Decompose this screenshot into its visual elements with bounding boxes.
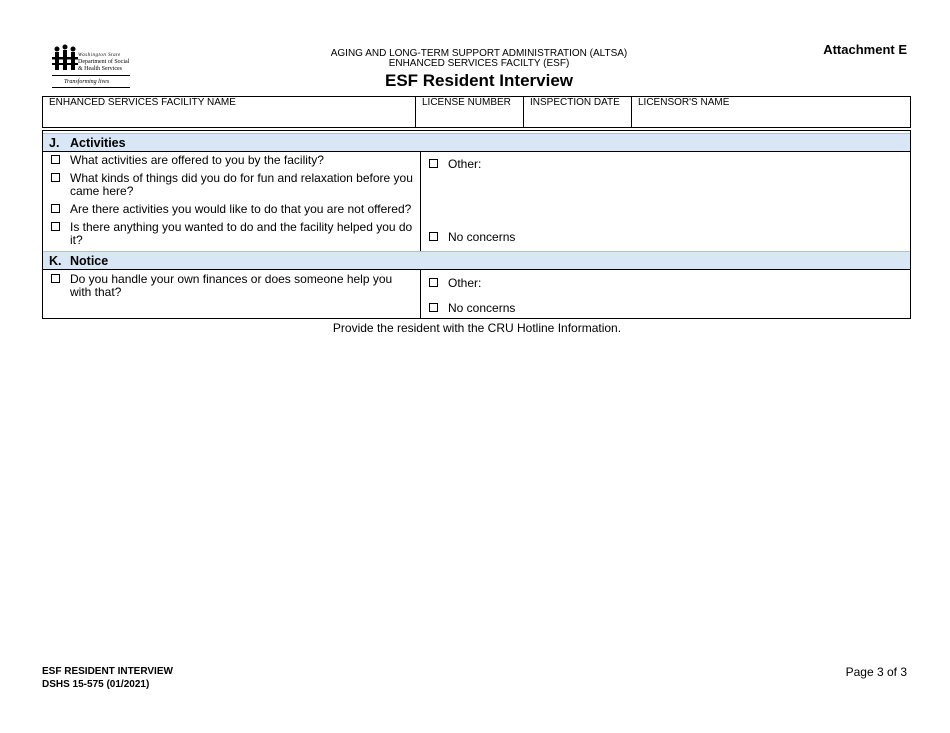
question-text: Do you handle your own finances or does someone help you with that? [70,272,393,299]
logo-department: Department of Social [78,59,130,65]
option-label: Other: [448,157,482,171]
facility-name-field[interactable] [43,97,415,127]
question-checkbox[interactable] [51,222,60,231]
option-label: Other: [448,276,482,290]
question-text: Is there anything you wanted to do and the facility helped you do it? [70,220,413,247]
section-title: Notice [70,254,109,268]
option-label: No concerns [448,301,516,315]
question-checkbox[interactable] [51,155,60,164]
inspection-date-field[interactable] [524,97,631,127]
footer-form-number: DSHS 15-575 (01/2021) [42,679,150,690]
interview-form [42,130,911,319]
facility-type: ENHANCED SERVICES FACILTY (ESF) [388,58,570,69]
attachment-label: Attachment E [823,42,907,57]
no-concerns-checkbox[interactable] [429,303,438,312]
agency-name: AGING AND LONG-TERM SUPPORT ADMINISTRATION (ALTSA) [330,48,628,59]
question-text: What kinds of things did you do for fun and relaxation before you came here? [70,171,413,198]
page-title: ESF Resident Interview [385,71,573,90]
column-divider [420,152,421,251]
facility-name-label: ENHANCED SERVICES FACILITY NAME [49,97,236,108]
logo-department-2: & Health Services [78,66,122,72]
license-number-label: LICENSE NUMBER [422,97,511,108]
section-letter: K. [49,254,62,268]
other-checkbox[interactable] [429,278,438,287]
licensor-name-field[interactable] [632,97,910,127]
logo-state: Washington State [78,53,121,58]
footer-form-name: ESF RESIDENT INTERVIEW [42,666,173,677]
other-checkbox[interactable] [429,159,438,168]
section-title: Activities [70,136,126,150]
option-label: No concerns [448,230,516,244]
no-concerns-checkbox[interactable] [429,232,438,241]
question-checkbox[interactable] [51,204,60,213]
facility-info-table [42,96,911,128]
section-letter: J. [49,136,60,150]
column-divider [420,270,421,318]
inspection-date-label: INSPECTION DATE [530,97,620,108]
question-text: What activities are offered to you by the facility? [70,153,324,167]
question-checkbox[interactable] [51,173,60,182]
hotline-note: Provide the resident with the CRU Hotline Information. [332,321,622,335]
question-text: Are there activities you would like to do that you are not offered? [70,202,412,216]
license-number-field[interactable] [416,97,523,127]
page-number: Page 3 of 3 [845,665,907,679]
question-checkbox[interactable] [51,274,60,283]
section-header-notice [43,251,910,270]
licensor-name-label: LICENSOR'S NAME [638,97,730,108]
logo-tagline: Transforming lives [64,79,110,85]
section-header-activities [43,133,910,152]
